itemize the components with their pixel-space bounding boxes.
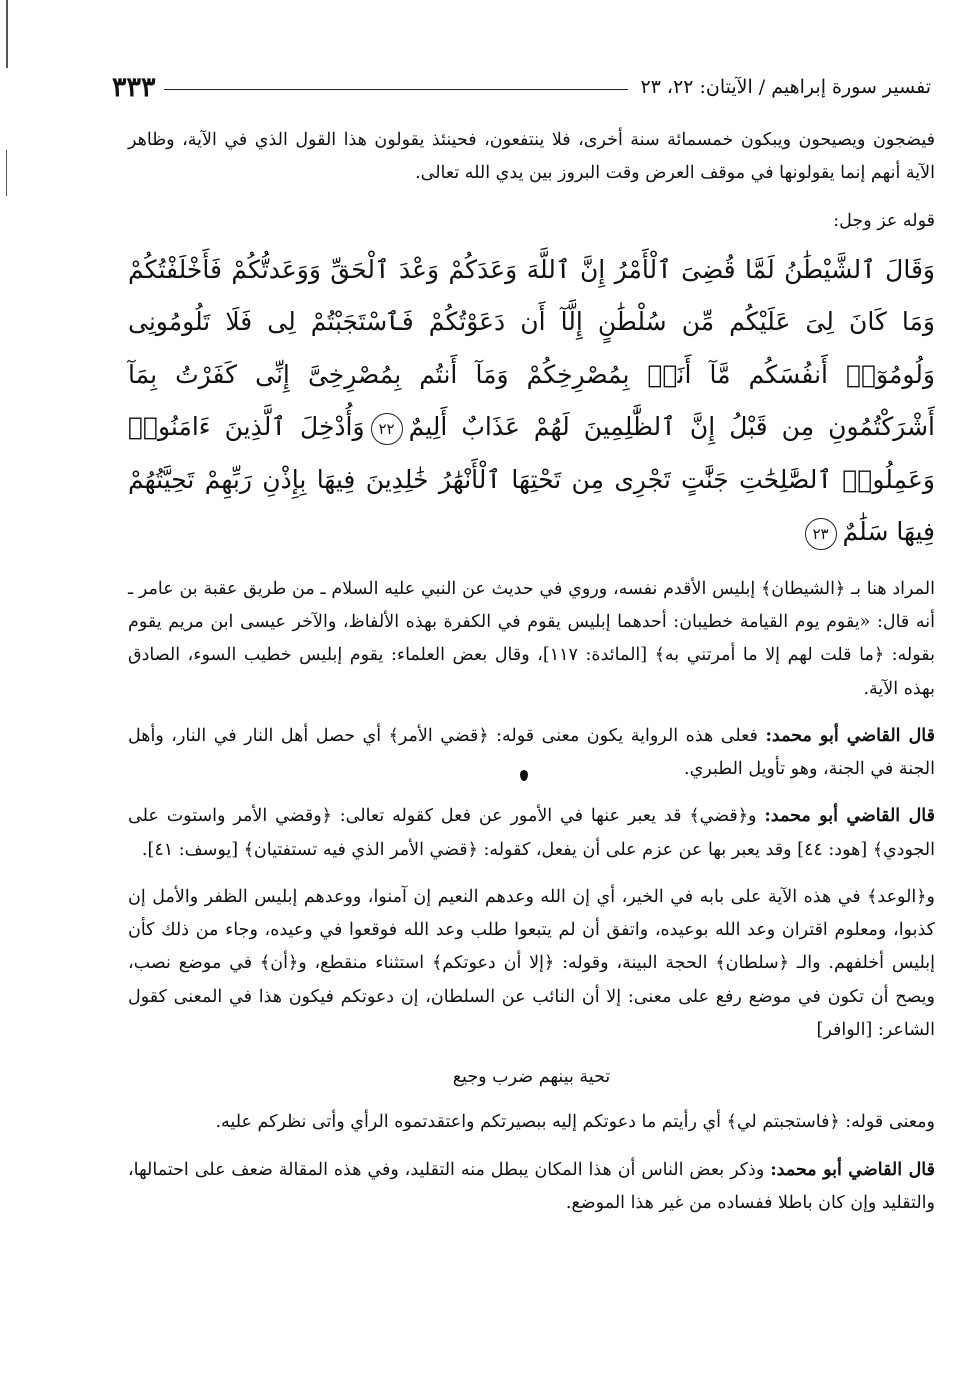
paragraph <box>128 800 935 867</box>
paragraph: المراد هنا بـ ﴿الشيطان﴾ إبليس الأقدم نفسه، وروي في حديث عن النبي عليه السلام ـ من طريق عقبة بن عامر ـ أنه قال: «يقوم يوم القيامة خطيبان: أحدهما إبليس يقوم في الكفرة بهذه الألفاظ، والآخر عيسى ابن مريم يقوم بقوله: ﴿ما قلت لهم إلا ما أمرتني به﴾ [المائدة: ١١٧]، وقال بعض العلماء: يقوم إبليس خطيب السوء، الصادق بهذه الآية. <box>128 578 936 699</box>
quran-passage <box>128 244 935 559</box>
quran-verse-text: وَقَالَ ٱلشَّيْطَٰنُ لَمَّا قُضِىَ ٱلْأَمْرُ إِنَّ ٱللَّهَ وَعَدَكُمْ وَعْدَ ٱلْحَقِّ وَوَعَدتُّكُمْ فَأَخْلَفْتُكُمْ وَمَا كَانَ لِىَ عَلَيْكُم مِّن سُلْطَٰنٍ إِلَّآ أَن دَعَوْتُكُمْ فَٱسْتَجَبْتُمْ لِى فَلَا تَلُومُونِى وَلُومُوٓا۟ أَنفُسَكُم مَّآ أَنَا۠ بِمُصْرِخِكُمْ وَمَآ أَنتُم بِمُصْرِخِىَّ إِنِّى كَفَرْتُ بِمَآ أَشْرَكْتُمُونِ مِن قَبْلُ إِنَّ ٱلظَّٰلِمِينَ لَهُمْ عَذَابٌ أَلِيمٌ <box>128 254 935 442</box>
paragraph <box>128 1154 935 1221</box>
page-body <box>128 124 935 1234</box>
header-rule <box>164 89 629 90</box>
speaker-label: قال القاضي أبو محمد: <box>764 806 935 827</box>
paragraph: و﴿الوعد﴾ في هذه الآية على بابه في الخير، أي إن الله وعدهم النعيم إن آمنوا، ووعدهم إبليس الظفر والأمل إن كذبوا، ومعلوم اقتران وعد الله بوعيده، واتفق أن لم يتبعوا طلب وعد الله فوقعوا في وعيده، وجاء من ذلك كأن إبليس أخلفهم. والـ ﴿سلطان﴾ الحجة البينة، وقوله: ﴿إلا أن دعوتكم﴾ استثناء منقطع، و﴿أن﴾ في موضع نصب، ويصح أن تكون في موضع رفع على معنى: إلا أن النائب عن السلطان، إن دعوتكم فيكون هذا في المعنى كقول الشاعر: [الوافر] <box>128 886 935 1040</box>
quran-verse-text: وَأُدْخِلَ ٱلَّذِينَ ءَامَنُوا۟ وَعَمِلُوا۟ ٱلصَّٰلِحَٰتِ جَنَّٰتٍ تَجْرِى مِن تَحْتِهَا ٱلْأَنْهَٰرُ خَٰلِدِينَ فِيهَا بِإِذْنِ رَبِّهِمْ تَحِيَّتُهُمْ فِيهَا سَلَٰمٌ <box>128 412 935 547</box>
paragraph: ومعنى قوله: ﴿فاستجبتم لي﴾ أي رأيتم ما دعوتكم إليه ببصيرتكم واعتقدتموه الرأي وأتى نظركم عليه. <box>215 1112 935 1133</box>
paragraph-text: فعلى هذه الرواية يكون معنى قوله: ﴿قضي الأمر﴾ أي حصل أهل النار في النار، وأهل الجنة في الجنة، وهو تأويل الطبري. <box>128 725 935 779</box>
scan-edge-mark <box>6 150 7 196</box>
verse-number-marker: ٢٣ <box>805 518 837 550</box>
scan-edge-mark <box>6 0 8 68</box>
page-header <box>112 72 931 102</box>
paragraph-text: و﴿قضي﴾ قد يعبر عنها في الأمور عن فعل كقوله تعالى: ﴿وقضي الأمر واستوت على الجودي﴾ [هود: ٤٤] وقد يعبر بها عن عزم على أن يفعل، كقوله: ﴿قضي الأمر الذي فيه تستفتيان﴾ [يوسف: ٤١]. <box>128 806 935 860</box>
verse-number-marker: ٢٢ <box>371 413 403 445</box>
paragraph-text: وذكر بعض الناس أن هذا المكان يبطل منه التقليد، وفي هذه المقالة ضعف على احتمالها، والتقليد وإن كان باطلا ففساده من غير هذا الموضع. <box>128 1159 935 1213</box>
page-number: ٣٣٣ <box>112 71 156 103</box>
poetry-line: تحية بينهم ضرب وجيع <box>452 1067 611 1087</box>
paragraph: فيضجون ويصيحون ويبكون خمسمائة سنة أخرى، فلا ينتفعون، فحينئذ يقولون هذا القول الذي في الآية، وظاهر الآية أنهم إنما يقولونها في موقف العرض وقت البروز بين يدي الله تعالى. <box>128 130 935 184</box>
verse-intro: قوله عز وجل: <box>833 210 935 231</box>
speaker-label: قال القاضي أبو محمد: <box>765 725 935 746</box>
running-title: تفسير سورة إبراهيم / الآيتان: ٢٢، ٢٣ <box>640 76 931 98</box>
paragraph <box>128 720 935 787</box>
speaker-label: قال القاضي أبو محمد: <box>770 1159 935 1180</box>
